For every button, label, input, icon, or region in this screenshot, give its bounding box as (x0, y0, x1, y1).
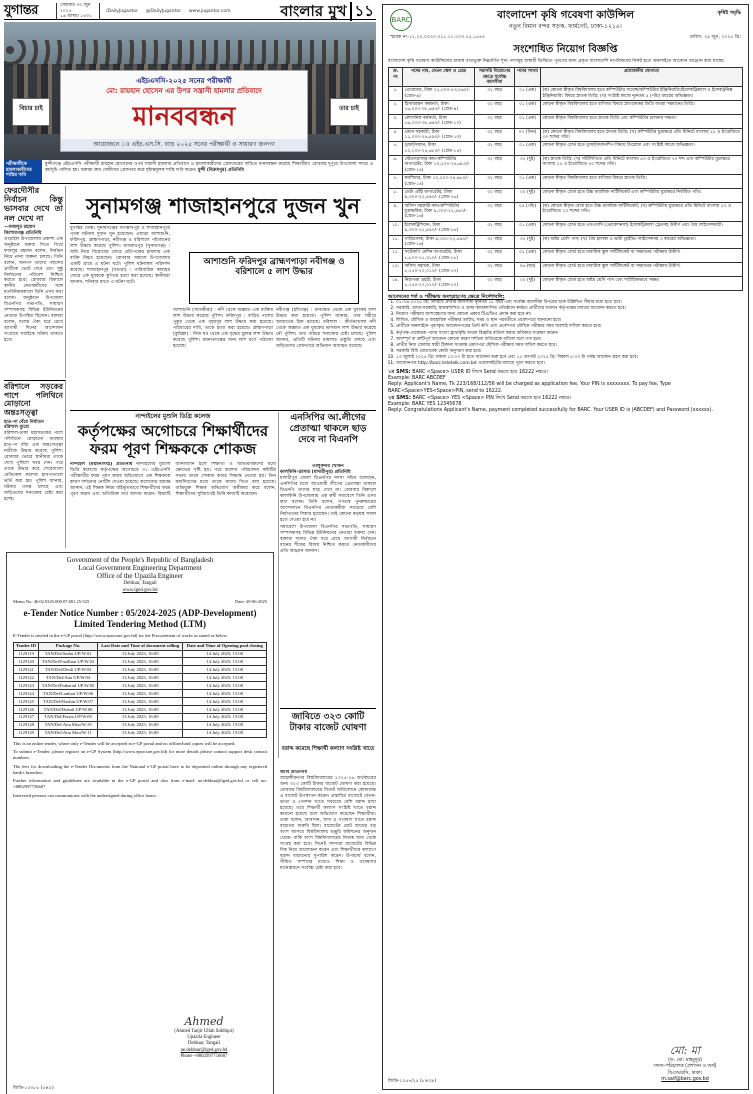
story-murder-col1: যুগান্তর ডেস্ক। সুনামগঞ্জের জগন্নাথপুর ও শাজাহানপুরে পৃথক ঘটনায় দুজন খুন হয়েছেন। এছাড়া আশাশুনি, ফরিদপুর, ব্রাহ্মণপাড়া, নবীগঞ্জ ও বরিশালে পাঁচজনের লাশ উদ্ধার করেছে পুলিশ। জগন্নাথপুর (সুনামগঞ্জ) : জমি নিয়ে বিরোধের জেরে প্রতিপক্ষের হামলায় এক ব্যক্তি নিহত হয়েছেন। রোববার সকালে উপজেলার একটি গ্রামে এ ঘটনা ঘটে। পুলিশ ঘটনাস্থল পরিদর্শন করেছে। শাজাহানপুর (বগুড়া) : পারিবারিক কলহের জেরে এক যুবককে কুপিয়ে হত্যা করা হয়েছে। স্থানীয়রা জানান, শনিবার রাতে এ ঘটনা ঘটে। (70, 226, 170, 285)
table-row: ১. প্রোগ্রামার, টাকা ২২,০০০-৫৩,০৬০/- (গ্রেড-৬) ৩২ বছর ০১ (এক) (ক) কোনো স্বীকৃত বিশ্ববিদ্যালয় হতে কম্পিউটার সায়েন্স/কম্পিউটার ইঞ্জিনিয়ারিং/ইলেকট্রিক্যাল ও ইলেকট্রনিক্স ইঞ্জিনিয়ারিং বিষয়ে স্নাতক ডিগ্রি; (খ) সংশ্লিষ্ট কাজে ন্যূনতম ৫ (পাঁচ) বছরের অভিজ্ঞতা। (389, 87, 743, 101)
recruitment-notice: BARC বাংলাদেশ কৃষি গবেষণা কাউন্সিল নতুন বিমান বন্দর সড়ক, ফার্মগেট, ঢাকা-১২১৫। কৃষিই সমৃদ্ধি স্মারক নং-১২.২০.০০০০.৩১১.১১.০০৩.২৫.১৪৪৫ তারিখ: ২৯ জুন, ২০২৫ খ্রি: সংশোধিত নিয়োগ বিজ্ঞপ্তি বাংলাদেশ কৃষি গবেষণা কাউন্সিলের রাজস্ব খাতভুক্ত নিম্নবর্ণিত শূন্য পদসমূহ অস্থায়ী ভিত্তিতে পূরণের জন্য প্রকৃত বাংলাদেশি নাগরিকদের নিকট হতে অনলাইনে আবেদন আহ্বান করা যাচ্ছে। ক্র. নং পদের নাম, বেতন স্কেল ও গ্রেড সরাসরি নিয়োগের ক্ষেত্রে সর্বোচ্চ বয়সসীমা পদের সংখ্যা প্রয়োজনীয় যোগ্যতা ১. প্রোগ্রামার, টাকা ২২,০০০-৫৩,০৬০/- (গ্রেড-৬) ৩২ বছর ০১ (এক) (ক) কোনো স্বীকৃত বিশ্ববিদ্যালয় হতে কম্পিউটার সায়েন্স/কম্পিউটার ইঞ্জিনিয়ারিং/ইলেকট্রিক্যাল ও ইলেকট্রনিক্স ইঞ্জিনিয়ারিং বিষয়ে স্নাতক ডিগ্রি; (খ) সংশ্লিষ্ট কাজে ন্যূনতম ৫ (পাঁচ) বছরের অভিজ্ঞতা। ২. হিসাবরক্ষণ কর্মকর্তা, টাকা ১৬,০০০-৩৮,৬৪০/- (গ্রেড-৯) ৩২ বছর ০১ (এক) কোনো স্বীকৃত বিশ্ববিদ্যালয় হতে বাণিজ্য বিষয়ে স্নাতকোত্তর ডিগ্রি অথবা সমমানের ডিগ্রি। ৩. প্রশাসনিক কর্মকর্তা, টাকা ১৬,০০০-৩৮,৬৪০/- (গ্রেড-১০) ৩২ বছর ০১ (এক) কোনো স্বীকৃত বিশ্ববিদ্যালয় হতে স্নাতক ডিগ্রি এবং কম্পিউটার চালনায় দক্ষতা। ৪. প্রধান সহকারী, টাকা ১১,০০০-২৬,৫৯০/- (গ্রেড-১৩) ৩২ বছর ০৩ (তিন) (ক) কোনো স্বীকৃত বিশ্ববিদ্যালয় হতে স্নাতক ডিগ্রি; (খ) কম্পিউটার মুদ্রাক্ষরে প্রতি মিনিটে বাংলায় ২৫ ও ইংরেজিতে ৩০ শব্দের গতি। ৫. ড্রাফট্সম্যান, টাকা ১০,২০০-২৪,৬৮০/- (গ্রেড-১৪) ৩২ বছর ০১ (এক) কোনো স্বীকৃত বোর্ড হতে ড্রাফট্সম্যানশিপ বিষয়ে ডিপ্লোমা এবং সংশ্লিষ্ট কাজে অভিজ্ঞতা। ৬. স্টেনোগ্রাফার-কাম-কম্পিউটার অপারেটর, টাকা ১০,২০০-২৪,৬৮০/- (গ্রেড-১৪) ৩২ বছর ০২ (দুই) (ক) স্নাতক ডিগ্রি; (খ) সাঁটলিপিতে প্রতি মিনিটে বাংলায় ৫০ ও ইংরেজিতে ৭০ শব্দ এবং কম্পিউটার মুদ্রাক্ষরে বাংলায় ২৫ ও ইংরেজিতে ৩০ শব্দের গতি। ৭. ক্যাশিয়ার, টাকা ১০,২০০-২৪,৬৮০/- (গ্রেড-১৪) ৩২ বছর ০১ (এক) কোনো স্বীকৃত বিশ্ববিদ্যালয় হতে বাণিজ্য বিষয়ে স্নাতক ডিগ্রি। ৮. ডেটা এন্ট্রি অপারেটর, টাকা ৯,৩০০-২২,৪৯০/- (গ্রেড-১৬) ৩২ বছর ০২ (দুই) কোনো স্বীকৃত বোর্ড হতে উচ্চ মাধ্যমিক সার্টিফিকেট এবং কম্পিউটার মুদ্রাক্ষরে নির্ধারিত গতি। ৯. অফিস সহকারী-কাম-কম্পিউটার মুদ্রাক্ষরিক, টাকা ৯,৩০০-২২,৪৯০/- (গ্রেড-১৬) ৩২ বছর ০৫ (পাঁচ) (ক) কোনো স্বীকৃত বোর্ড হতে উচ্চ মাধ্যমিক সার্টিফিকেট; (খ) কম্পিউটার মুদ্রাক্ষরে প্রতি মিনিটে বাংলায় ২০ ও ইংরেজিতে ২০ শব্দের গতি। ১০. ইলেকট্রিশিয়ান, টাকা ৯,৩০০-২২,৪৯০/- (গ্রেড-১৬) ৩২ বছর ০১ (এক) কোনো স্বীকৃত বোর্ড হতে এসএসসি (ভোকেশনাল) ইলেকট্রিক্যাল ট্রেডসহ উত্তীর্ণ এবং বৈধ লাইসেন্সধারী। ১১. গাড়িচালক, টাকা ৯,৩০০-২২,৪৯০/- (গ্রেড-১৬) ৩২ বছর ০২ (দুই) (ক) অষ্টম শ্রেণি পাস; (খ) বৈধ হালকা ও ভারী ড্রাইভিং লাইসেন্সসহ ৩ বছরের অভিজ্ঞতা। ১২. ফটোকপি মেশিন অপারেটর, টাকা ৮,৮০০-২১,৩১০/- (গ্রেড-১৮) ৩২ বছর ০১ (এক) কোনো স্বীকৃত বোর্ড হতে মাধ্যমিক স্কুল সার্টিফিকেট বা সমমানের পরীক্ষায় উত্তীর্ণ। ১৩. অফিস সহায়ক, টাকা ৮,২৫০-২০,০১০/- (গ্রেড-২০) ৩২ বছর ০৬ (ছয়) কোনো স্বীকৃত বোর্ড হতে মাধ্যমিক স্কুল সার্টিফিকেট বা সমমানের পরীক্ষায় উত্তীর্ণ। ১৪. নিরাপত্তা প্রহরী, টাকা ৮,২৫০-২০,০১০/- (গ্রেড-২০) ৩২ বছর ০২ (দুই) কোনো স্বীকৃত বোর্ড হতে অষ্টম শ্রেণি পাস এবং শারীরিকভাবে সক্ষম। আবেদনের শর্ত ও পরীক্ষায় অংশগ্রহণের ক্ষেত্রে নির্দেশাবলি: 1. ০১-০৬-২০২৫ খ্রি: তারিখে প্রার্থীর বয়সসীমা ন্যূনতম ১৮ বছর এবং সর্বোচ্চ বয়সসীমা উপরের ছকে উল্লিখিত সীমার মধ্যে হতে হবে। 2. সরকারি, আধা-সরকারি, স্বায়ত্তশাসিত ও আধা-স্বায়ত্তশাসিত প্রতিষ্ঠানে কর্মরত প্রার্থীদের যথাযথ কর্তৃপক্ষের মাধ্যমে আবেদন করতে হবে। 3. নিয়োগ পরীক্ষায় অংশগ্রহণের জন্য কোনো প্রকার টিএ/ডিএ প্রদান করা হবে না। 4. লিখিত, মৌখিক ও ব্যবহারিক পরীক্ষার তারিখ, সময় ও স্থান পরবর্তীতে প্রবেশপত্রে জানানো হবে। 5. প্রার্থীকে অনলাইনে পূরণকৃত আবেদনপত্রের প্রিন্ট কপি এবং প্রবেশপত্র মৌখিক পরীক্ষার সময় অবশ্যই দাখিল করতে হবে। 6. কর্তৃপক্ষ যেকোনো পদের সংখ্যা হ্রাস/বৃদ্ধি অথবা বিজ্ঞপ্তি বাতিল করার অধিকার সংরক্ষণ করেন। 7. অসম্পূর্ণ বা ত্রুটিপূর্ণ আবেদন কোনো কারণ দর্শানো ব্যতিরেকে বাতিল বলে গণ্য হবে। 8. প্রার্থীর নিজ জেলার স্থায়ী ঠিকানা সংক্রান্ত প্রমাণপত্র মৌখিক পরীক্ষার সময় দাখিল করতে হবে। 9. সরকারি বিধি মোতাবেক কোটা অনুসরণ করা হবে। 10. ১৩ জুলাই ২০২৫ খ্রি: সকাল ১০:০০ টা হতে আবেদন শুরু হবে এবং ১২ আগস্ট ২০২৫ খ্রি: বিকাল ৫:০০ টা পর্যন্ত আবেদন গ্রহণ করা হবে। 11. আবেদনপত্র http://barc.teletalk.com.bd ওয়েবসাইটের মাধ্যমে পূরণ করতে হবে। ১ম SMS: BARC <Space> USER ID লিখে Send করতে হবে 16222 নম্বরে। Example: BARC ABCDEF Reply: Applicant's Name, Tk 223/168/112/56 will be charged as application fee, Your PIN is xxxxxxxx. To pay fee, Type BARC<Space>YES<Space>PIN, send to 16222. ২য় SMS: BARC <Space> YES <Space> PIN লিখে Send করতে হবে 16222 নম্বরে। Example: BARC YES 12345678 Reply: Congratulations Applicant's Name, payment completed successfully for BARC. Your USER ID is (ABCDEF) and Password (xxxxxx). মো: মা (ড. মো: মাহমুদুর) সদস্য-পরিচালক (প্রশাসন ও অর্থ) বিএআরসি, ঢাকা। m.saif@barc.gov.bd জিডি-১২৫৭/২৫ (৮×৩৪) (382, 4, 749, 1090)
table-row: 1129127 TAN/Del/Fiasin UP/W.09 13 July 2025; 16:00 14 July 2025; 15:00 (14, 713, 267, 721)
memo-date: Date: 29-06-2025 (235, 598, 267, 604)
table-row: 1129128 TAN/Del/Atia Mou/W.10 13 July 2025; 16:00 14 July 2025; 15:00 (14, 721, 267, 729)
twitter-link[interactable]: @DailyJugantor (145, 8, 181, 14)
story-murder-col3: নবীগঞ্জ (হবিগঞ্জ) : ধানক্ষেত থেকে এক যুবকের লাশ উদ্ধার করা হয়েছে। পুলিশ জানায়, তার শরীরে আঘাতের চিহ্ন রয়েছে। বরিশাল : কীর্তনখোলা নদী থেকে অজ্ঞাত এক যুবকের ভাসমান লাশ উদ্ধার করেছে নৌ পুলিশ। তার পরিচয় শনাক্তের চেষ্টা চলছে। পুলিশ জানায়, প্রতিটি ঘটনায় মামলার প্রস্তুতি চলছে এবং জড়িতদের গ্রেফতারে অভিযান অব্যাহত রয়েছে। (276, 308, 376, 349)
table-row: 1129119 TAN/Del/Sadar UP/W.01 13 July 2025; 16:00 14 July 2025; 15:00 (14, 650, 267, 658)
memo-date: তারিখ: ২৯ জুন, ২০২৫ খ্রি: (689, 35, 741, 40)
list-item: 1. ০১-০৬-২০২৫ খ্রি: তারিখে প্রার্থীর বয়সসীমা ন্যূনতম ১৮ বছর এবং সর্বোচ্চ বয়সসীমা উপরের ছকে উল্লিখিত সীমার মধ্যে হতে হবে। (396, 300, 743, 306)
issue-date: সোমবার ৩০ জুন ২০২৫ ১৬ আষাঢ় ১৪৩২ (56, 3, 100, 19)
signer-email-link[interactable]: m.saif@barc.gov.bd (661, 1076, 709, 1082)
newspaper-logo: যুগান্তর (4, 3, 38, 19)
story-headline-budget: জাবিতে ৩২৩ কোটি টাকার বাজেট ঘোষণা (280, 708, 376, 734)
table-row: ৭. ক্যাশিয়ার, টাকা ১০,২০০-২৪,৬৮০/- (গ্রেড-১৪) ৩২ বছর ০১ (এক) কোনো স্বীকৃত বিশ্ববিদ্যালয় হতে বাণিজ্য বিষয়ে স্নাতক ডিগ্রি। (389, 175, 743, 189)
story-budget-body: জাবি প্রতিনিধি জাহাঙ্গীরনগর বিশ্ববিদ্যালয়ের ২০২৫-২৬ অর্থবছরের জন্য ৩২৩ কোটি টাকার বাজেট ঘোষণা করা হয়েছে। রোববার বিশ্ববিদ্যালয়ের সিনেট অধিবেশনে কোষাধ্যক্ষ এ বাজেট উপস্থাপন করেন। প্রস্তাবিত বাজেটে বেতন-ভাতা ও পেনশন খাতে সবচেয়ে বেশি বরাদ্দ রাখা হয়েছে। তবে শিক্ষার্থী কল্যাণ সংশ্লিষ্ট খাতে বরাদ্দ কমানো হয়েছে বলে অভিযোগ করেছেন শিক্ষার্থীরা। তারা বলেন, আবাসন, খাদ্য ও গবেষণা খাতে বরাদ্দ বাড়ানো জরুরি ছিল। বাজেটের মোট আয়ের বড় অংশ আসবে বিশ্ববিদ্যালয় মঞ্জুরি কমিশনের অনুদান থেকে। বাকি অংশ বিশ্ববিদ্যালয়ের নিজস্ব আয় থেকে সংগ্রহ করা হবে। সিনেট সদস্যরা বাজেটের বিভিন্ন দিক নিয়ে আলোচনা করেন এবং শিক্ষার্থীদের কল্যাণে বরাদ্দ বাড়ানোর সুপারিশ করেন। উপাচার্য বলেন, সীমিত সম্পদের মধ্যেও শিক্ষা ও গবেষণার মানোন্নয়নে সর্বোচ্চ চেষ্টা করা হবে। (280, 770, 376, 871)
list-item: 11. আবেদনপত্র http://barc.teletalk.com.bd ওয়েবসাইটের মাধ্যমে পূরণ করতে হবে। (396, 361, 743, 367)
story-kicker: নান্দাইলের মুশুলি ডিগ্রি কলেজ (135, 413, 211, 420)
banner-main-text: মানববন্ধন (132, 102, 236, 132)
tender-table: Tender ID Package No. Last Date and Time of document selling Date and Time of Opening pool closing 1129119 TAN/Del/Sadar UP/W.01 13 July 2025; 16:00 14 July 2025; 15:00 1129120 TAN/Del/Fazilhati UP/W.02 13 July 2025; 16:00 14 July 2025; 15:00 1129121 TAN/Del/Deuli UP/W.03 13 July 2025; 16:00 14 July 2025; 15:00 1129122 TAN/Del/Atia UP/W.04 13 July 2025; 16:00 14 July 2025; 15:00 1129123 TAN/Del/Patharail UP/W.05 13 July 2025; 16:00 14 July 2025; 15:00 1129124 TAN/Del/Lauhati UP/W.06 13 July 2025; 16:00 14 July 2025; 15:00 1129125 TAN/Del/Elashin UP/W.07 13 July 2025; 16:00 14 July 2025; 15:00 1129126 TAN/Del/Dubail UP/W.08 13 July 2025; 16:00 14 July 2025; 15:00 1129127 TAN/Del/Fiasin UP/W.09 13 July 2025; 16:00 14 July 2025; 15:00 1129128 TAN/Del/Atia Mou/W.10 13 July 2025; 16:00 14 July 2025; 15:00 1129129 TAN/Del/Atia Mou/W.11 13 July 2025; 16:00 14 July 2025; 15:00 (13, 642, 267, 738)
signature: মো: মা (669, 1044, 701, 1058)
list-item: 10. ১৩ জুলাই ২০২৫ খ্রি: সকাল ১০:০০ টা হতে আবেদন শুরু হবে এবং ১২ আগস্ট ২০২৫ খ্রি: বিকাল ৫:০০ টা পর্যন্ত আবেদন গ্রহণ করা হবে। (396, 355, 743, 361)
story-barishal: বরিশালে সড়কের পাশে পলিথিনে মোড়ানো অন্তঃসত্ত্বা হাত-পা বেঁধে নির্যাতন বরিশাল ব্যুরো বরিশাল-ঢাকা মহাসড়কের পাশে পলিথিনে মোড়ানো অবস্থায় হাত-পা বাঁধা এক অন্তঃসত্ত্বা নারীকে উদ্ধার করেছে পুলিশ। রোববার ভোরে স্থানীয়রা তাকে দেখে পুলিশে খবর দেন। পরে তাকে উদ্ধার করে শেরেবাংলা মেডিকেল কলেজ হাসপাতালে ভর্তি করা হয়। পুলিশ জানায়, ঘটনার তদন্ত চলছে এবং জড়িতদের শনাক্তের চেষ্টা করা হচ্ছে। (4, 380, 66, 548)
conditions-list (388, 300, 743, 367)
table-row: ৫. ড্রাফট্সম্যান, টাকা ১০,২০০-২৪,৬৮০/- (গ্রেড-১৪) ৩২ বছর ০১ (এক) কোনো স্বীকৃত বোর্ড হতে ড্রাফট্সম্যানশিপ বিষয়ে ডিপ্লোমা এবং সংশ্লিষ্ট কাজে অভিজ্ঞতা। (389, 142, 743, 156)
table-row: ১৩. অফিস সহায়ক, টাকা ৮,২৫০-২০,০১০/- (গ্রেড-২০) ৩২ বছর ০৬ (ছয়) কোনো স্বীকৃত বোর্ড হতে মাধ্যমিক স্কুল সার্টিফিকেট বা সমমানের পরীক্ষায় উত্তীর্ণ। (389, 263, 743, 277)
ad-code: জিডি-১৫০৮৫ (৫×৫) (13, 1086, 54, 1092)
list-item: 5. প্রার্থীকে অনলাইনে পূরণকৃত আবেদনপত্রের প্রিন্ট কপি এবং প্রবেশপত্র মৌখিক পরীক্ষার সময় অবশ্যই দাখিল করতে হবে। (396, 324, 743, 330)
tender-notice: Government of the People's Republic of Bangladesh Local Government Engineering Department Office of the Upazila Engineer Delduar, Tangail www.lged.gov.bd Memo No: 46.02.9325.000.07.001.25-525 Date: 29-06-2025 e-Tender Notice Number : 05/2024-2025 (ADP-Development) Limited Tendering Method (LTM) E-Tender is invited in the e-GP portal (http://www.eprocure.gov.bd) for the Procurement of works as stated as below: Tender ID Package No. Last Date and Time of document selling Date and Time of Opening pool closing 1129119 TAN/Del/Sadar UP/W.01 13 July 2025; 16:00 14 July 2025; 15:00 1129120 TAN/Del/Fazilhati UP/W.02 13 July 2025; 16:00 14 July 2025; 15:00 1129121 TAN/Del/Deuli UP/W.03 13 July 2025; 16:00 14 July 2025; 15:00 1129122 TAN/Del/Atia UP/W.04 13 July 2025; 16:00 14 July 2025; 15:00 1129123 TAN/Del/Patharail UP/W.05 13 July 2025; 16:00 14 July 2025; 15:00 1129124 TAN/Del/Lauhati UP/W.06 13 July 2025; 16:00 14 July 2025; 15:00 1129125 TAN/Del/Elashin UP/W.07 13 July 2025; 16:00 14 July 2025; 15:00 1129126 TAN/Del/Dubail UP/W.08 13 July 2025; 16:00 14 July 2025; 15:00 1129127 TAN/Del/Fiasin UP/W.09 13 July 2025; 16:00 14 July 2025; 15:00 1129128 TAN/Del/Atia Mou/W.10 13 July 2025; 16:00 14 July 2025; 15:00 1129129 TAN/Del/Atia Mou/W.11 13 July 2025; 16:00 14 July 2025; 15:00 This is an online tender, where only e-Tender will be accepted in e-GP portal and no offline/hard copies will be accepted. To submit e-Tender, please register on e-GP System (http://www.eprocure.gov.bd) for more details please contact support desk contact numbers. The fees for downloading the e-Tender Documents from the National e-GP portal have to be deposited online through any registered bank's branches. Further information and guidelines are available in the e-GP portal and also from e-mail: ue.delduar@lged.gov.bd or cell no: +8802997756607 Interested persons can communicate with the undersigned during office hours. Ahmed (Ahmed Tanjir Ullah Siddiqui) Upazila Engineer Delduar, Tangail ue.delduar@lged.gov.bd Phone +8802997756607 জিডি-১৫০৮৫ (৫×৫) (6, 552, 274, 1094)
notice-title: সংশোধিত নিয়োগ বিজ্ঞপ্তি (513, 44, 618, 55)
tender-website-link[interactable]: www.lged.gov.bd (122, 588, 158, 594)
list-item: 9. সরকারি বিধি মোতাবেক কোটা অনুসরণ করা হবে। (396, 349, 743, 355)
table-row: ৪. প্রধান সহকারী, টাকা ১১,০০০-২৬,৫৯০/- (গ্রেড-১৩) ৩২ বছর ০৩ (তিন) (ক) কোনো স্বীকৃত বিশ্ববিদ্যালয় হতে স্নাতক ডিগ্রি; (খ) কম্পিউটার মুদ্রাক্ষরে প্রতি মিনিটে বাংলায় ২৫ ও ইংরেজিতে ৩০ শব্দের গতি। (389, 128, 743, 142)
social-links (100, 9, 280, 15)
story-kicker-budget: বরাদ্দ কমেছে শিক্ষার্থী কল্যাণ সংশ্লিষ্ট খাতে (281, 746, 375, 752)
table-row: ৩. প্রশাসনিক কর্মকর্তা, টাকা ১৬,০০০-৩৮,৬৪০/- (গ্রেড-১০) ৩২ বছর ০১ (এক) কোনো স্বীকৃত বিশ্ববিদ্যালয় হতে স্নাতক ডিগ্রি এবং কম্পিউটার চালনায় দক্ষতা। (389, 114, 743, 128)
table-row: 1129126 TAN/Del/Dubail UP/W.08 13 July 2025; 16:00 14 July 2025; 15:00 (14, 705, 267, 713)
table-row: 1129123 TAN/Del/Patharail UP/W.05 13 July 2025; 16:00 14 July 2025; 15:00 (14, 682, 267, 690)
ad-code: জিডি-১২৫৭/২৫ (৮×৩৪) (388, 1079, 437, 1085)
story-headline-murder: সুনামগঞ্জ শাজাহানপুরে দুজন খুন (70, 188, 376, 224)
list-item: 3. নিয়োগ পরীক্ষায় অংশগ্রহণের জন্য কোনো প্রকার টিএ/ডিএ প্রদান করা হবে না। (396, 312, 743, 318)
table-row: ৮. ডেটা এন্ট্রি অপারেটর, টাকা ৯,৩০০-২২,৪৯০/- (গ্রেড-১৬) ৩২ বছর ০২ (দুই) কোনো স্বীকৃত বোর্ড হতে উচ্চ মাধ্যমিক সার্টিফিকেট এবং কম্পিউটার মুদ্রাক্ষরে নির্ধারিত গতি। (389, 188, 743, 202)
story-nandail-body: নান্দাইল (ময়মনসিংহ) প্রতিনিধি নান্দাইলের মুশুলি ডিগ্রি কলেজে কর্তৃপক্ষের অগোচরে ৩১ এইচএসসি পরীক্ষার্থীর ফরম পূরণ করার অভিযোগে এক শিক্ষককে কারণ দর্শানোর নোটিশ দেওয়া হয়েছে। কলেজের অধ্যক্ষ জানান, ওই শিক্ষক নিয়ম বহির্ভূতভাবে শিক্ষার্থীদের ফরম পূরণ করান এবং অতিরিক্ত অর্থ আদায় করেন। বিষয়টি জানাজানি হলে শিক্ষার্থী ও অভিভাবকদের মধ্যে ক্ষোভের সৃষ্টি হয়। পরে কলেজ পরিচালনা কমিটির সভায় তাকে শোকজ করার সিদ্ধান্ত নেওয়া হয়। তিন কার্যদিবসের মধ্যে তাকে জবাব দিতে বলা হয়েছে। অভিযুক্ত শিক্ষক অভিযোগ অস্বীকার করে বলেন, শিক্ষার্থীদের সুবিধার্থেই তিনি কাজটি করেছেন। (70, 462, 276, 497)
list-item: 6. কর্তৃপক্ষ যেকোনো পদের সংখ্যা হ্রাস/বৃদ্ধি অথবা বিজ্ঞপ্তি বাতিল করার অধিকার সংরক্ষণ করেন। (396, 331, 743, 337)
story-election: ফেরদৌসীর নির্বাচন কিন্তু ভাসবার দেখে তা নল দেখে না —ফজলুর রহমান কিশোরগঞ্জ প্রতিনিধি তাড়াইল উপজেলায় প্রকাশ্য এক অনুষ্ঠানে বক্তব্য দিতে গিয়ে ফজলুর রহমান বলেন, নির্বাচন নিয়ে নানা জল্পনা চলছে। তিনি বলেন, জনগণ তাদের পছন্দের প্রার্থীকে ভোট দেবে এবং সুষ্ঠু নির্বাচনের পরিবেশ নিশ্চিত করতে হবে। রোববার বিকালে স্থানীয় নেতাকর্মীদের সঙ্গে মতবিনিময়কালে তিনি এসব কথা বলেন। অনুষ্ঠানে উপজেলা বিএনপির সভাপতি, সাধারণ সম্পাদকসহ বিভিন্ন ইউনিয়নের নেতারা উপস্থিত ছিলেন। বক্তারা বলেন, দলের ঐক্য ধরে রেখে আগামী দিনের আন্দোলন সংগ্রামে সবাইকে সক্রিয় থাকতে হবে। (4, 186, 66, 378)
conditions-title: আবেদনের শর্ত ও পরীক্ষায় অংশগ্রহণের ক্ষেত্রে নির্দেশাবলি: (388, 293, 505, 300)
table-row: ১০. ইলেকট্রিশিয়ান, টাকা ৯,৩০০-২২,৪৯০/- (গ্রেড-১৬) ৩২ বছর ০১ (এক) কোনো স্বীকৃত বোর্ড হতে এসএসসি (ভোকেশনাল) ইলেকট্রিক্যাল ট্রেডসহ উত্তীর্ণ এবং বৈধ লাইসেন্সধারী। (389, 221, 743, 235)
signature: Ahmed (184, 1015, 224, 1028)
story-ncp-body: তালুকদার খোকন কালকিনি-ডাসার (মাদারীপুর) প্রতিনিধি মাদারীপুর জেলা বিএনপির সদস্য সচিব বলেছেন, এনসিপির মধ্যে আওয়ামী লীগের প্রেতাত্মা থাকলে বিএনপি তাদের ছাড় দেবে না। রোববার বিকালে কালকিনি উপজেলায় এক কর্মী সমাবেশে তিনি এসব কথা বলেন। তিনি বলেন, গণতন্ত্র পুনরুদ্ধারের আন্দোলনে বিএনপির নেতাকর্মীরা সবচেয়ে বেশি নির্যাতনের শিকার হয়েছেন। তাই কোনো ষড়যন্ত্র সফল হতে দেওয়া হবে না। সমাবেশে উপজেলা বিএনপির সভাপতি, সাধারণ সম্পাদকসহ বিভিন্ন ইউনিয়নের নেতারা বক্তব্য দেন। বক্তারা দলের ঐক্য ধরে রেখে আগামী নির্বাচনে ধানের শীষের বিজয় নিশ্চিত করতে নেতাকর্মীদের প্রতি আহ্বান জানান। (280, 464, 376, 554)
table-row: ১২. ফটোকপি মেশিন অপারেটর, টাকা ৮,৮০০-২১,৩১০/- (গ্রেড-১৮) ৩২ বছর ০১ (এক) কোনো স্বীকৃত বোর্ড হতে মাধ্যমিক স্কুল সার্টিফিকেট বা সমমানের পরীক্ষায় উত্তীর্ণ। (389, 249, 743, 263)
website-link[interactable]: www.jugantor.com (188, 8, 231, 14)
list-item: 8. প্রার্থীর নিজ জেলার স্থায়ী ঠিকানা সংক্রান্ত প্রমাণপত্র মৌখিক পরীক্ষার সময় দাখিল করতে হবে। (396, 343, 743, 349)
tender-title: e-Tender Notice Number : 05/2024-2025 (ADP-Development) Limited Tendering Method (LTM) (23, 608, 257, 630)
protest-banner: এইচএসসি-২০২৫ সনের পরীক্ষার্থী মো: রায়হান হোসেন এর উপর সন্ত্রাসী হামলার প্রতিবাদে মানববন্ধন আয়োজনে ঃ এইচ.এস.সি. ব্যাচ ২০২৫ সনের পরীক্ষার্থী ও সাধারণ জনগণ (60, 70, 308, 152)
barc-seal-icon: BARC (390, 9, 412, 31)
signer-email-link[interactable]: ue.delduar@lged.gov.bd (180, 1047, 228, 1053)
facebook-link[interactable]: /DailyJugantor (106, 8, 138, 14)
table-row: ১১. গাড়িচালক, টাকা ৯,৩০০-২২,৪৯০/- (গ্রেড-১৬) ৩২ বছর ০২ (দুই) (ক) অষ্টম শ্রেণি পাস; (খ) বৈধ হালকা ও ভারী ড্রাইভিং লাইসেন্সসহ ৩ বছরের অভিজ্ঞতা। (389, 235, 743, 249)
list-item: 2. সরকারি, আধা-সরকারি, স্বায়ত্তশাসিত ও আধা-স্বায়ত্তশাসিত প্রতিষ্ঠানে কর্মরত প্রার্থীদের যথাযথ কর্তৃপক্ষের মাধ্যমে আবেদন করতে হবে। (396, 306, 743, 312)
table-row: 1129120 TAN/Del/Fazilhati UP/W.02 13 July 2025; 16:00 14 July 2025; 15:00 (14, 658, 267, 666)
caption-label: পরীক্ষার্থীকে হামলাকারীদের শাস্তির দাবি (4, 160, 42, 183)
memo-number: স্মারক নং-১২.২০.০০০০.৩১১.১১.০০৩.২৫.১৪৪৫ (390, 35, 485, 40)
barc-signature-block: মো: মা (ড. মো: মাহমুদুর) সদস্য-পরিচালক (প্রশাসন ও অর্থ) বিএআরসি, ঢাকা। m.saif@barc.gov.bd (630, 1044, 740, 1083)
memo-number: Memo No: 46.02.9325.000.07.001.25-525 (13, 598, 90, 604)
organization-name: বাংলাদেশ কৃষি গবেষণা কাউন্সিল (496, 9, 635, 21)
table-row: 1129121 TAN/Del/Deuli UP/W.03 13 July 2025; 16:00 14 July 2025; 15:00 (14, 666, 267, 674)
table-row: 1129125 TAN/Del/Elashin UP/W.07 13 July 2025; 16:00 14 July 2025; 15:00 (14, 698, 267, 706)
placard-right: তার চাই (330, 98, 368, 126)
section-title: বাংলার মুখ ১১ (280, 2, 374, 21)
lead-photo (4, 22, 376, 160)
story-headline: বরিশালে সড়কের পাশে পলিথিনে মোড়ানো অন্তঃসত্ত্বা (4, 382, 63, 417)
organization-address: নতুন বিমান বন্দর সড়ক, ফার্মগেট, ঢাকা-১২১৫। (509, 23, 622, 30)
table-row: 1129129 TAN/Del/Atia Mou/W.11 13 July 2025; 16:00 14 July 2025; 15:00 (14, 729, 267, 737)
sms-instructions: ১ম SMS: BARC <Space> USER ID লিখে Send করতে হবে 16222 নম্বরে। Example: BARC ABCDEF Reply: Applicant's Name, Tk 223/168/112/56 will be charged as application fee, Your PIN is xxxxxxxx. To pay fee, Type BARC<Space>YES<Space>PIN, send to 16222. ২য় SMS: BARC <Space> YES <Space> PIN লিখে Send করতে হবে 16222 নম্বরে। Example: BARC YES 12345678 Reply: Congratulations Applicant's Name, payment completed successfully for BARC. Your USER ID is (ABCDEF) and Password (xxxxxx). (388, 368, 713, 414)
table-row: ১৪. নিরাপত্তা প্রহরী, টাকা ৮,২৫০-২০,০১০/- (গ্রেড-২০) ৩২ বছর ০২ (দুই) কোনো স্বীকৃত বোর্ড হতে অষ্টম শ্রেণি পাস এবং শারীরিকভাবে সক্ষম। (389, 276, 743, 290)
placard-left: বিচার চাই (12, 98, 50, 126)
story-murder-col2: আশাশুনি (সাতক্ষীরা) : নদী থেকে অজ্ঞাত এক ব্যক্তির লাশ উদ্ধার করেছে পুলিশ। ফরিদপুর : বাড়ির পাশের পুকুর থেকে এক গৃহবধূর লাশ উদ্ধার করা হয়েছে। পরিবারের দাবি, তাকে হত্যা করা হয়েছে। ব্রাহ্মণপাড়া (কুমিল্লা) : নিজ ঘর থেকে এক বৃদ্ধের ঝুলন্ত লাশ উদ্ধার করেছে পুলিশ। ময়নাতদন্তের জন্য লাশ মর্গে পাঠানো হয়েছে। (173, 308, 273, 349)
story-headline: ফেরদৌসীর নির্বাচন কিন্তু ভাসবার দেখে তা নল দেখে না (4, 186, 63, 223)
masthead (4, 4, 376, 20)
table-row: 1129124 TAN/Del/Lauhati UP/W.06 13 July 2025; 16:00 14 July 2025; 15:00 (14, 690, 267, 698)
story-headline-ncp: এনসিপির আ.লীগের প্রেতাত্মা থাকলে ছাড় দেবে না বিএনপি (289, 413, 367, 445)
table-row: 1129122 TAN/Del/Atia UP/W.04 13 July 2025; 16:00 14 July 2025; 15:00 (14, 674, 267, 682)
table-row: ৬. স্টেনোগ্রাফার-কাম-কম্পিউটার অপারেটর, টাকা ১০,২০০-২৪,৬৮০/- (গ্রেড-১৪) ৩২ বছর ০২ (দুই) (ক) স্নাতক ডিগ্রি; (খ) সাঁটলিপিতে প্রতি মিনিটে বাংলায় ৫০ ও ইংরেজিতে ৭০ শব্দ এবং কম্পিউটার মুদ্রাক্ষরে বাংলায় ২৫ ও ইংরেজিতে ৩০ শব্দের গতি। (389, 156, 743, 175)
list-item: 4. লিখিত, মৌখিক ও ব্যবহারিক পরীক্ষার তারিখ, সময় ও স্থান পরবর্তীতে প্রবেশপত্রে জানানো হবে। (396, 318, 743, 324)
tender-signature-block: Ahmed (Ahmed Tanjir Ullah Siddiqui) Upazila Engineer Delduar, Tangail ue.delduar@lged.gov.bd Phone +8802997756607 (145, 1015, 263, 1060)
page-number: ১১ (350, 2, 374, 21)
vacancy-table: ক্র. নং পদের নাম, বেতন স্কেল ও গ্রেড সরাসরি নিয়োগের ক্ষেত্রে সর্বোচ্চ বয়সসীমা পদের সংখ্যা প্রয়োজনীয় যোগ্যতা ১. প্রোগ্রামার, টাকা ২২,০০০-৫৩,০৬০/- (গ্রেড-৬) ৩২ বছর ০১ (এক) (ক) কোনো স্বীকৃত বিশ্ববিদ্যালয় হতে কম্পিউটার সায়েন্স/কম্পিউটার ইঞ্জিনিয়ারিং/ইলেকট্রিক্যাল ও ইলেকট্রনিক্স ইঞ্জিনিয়ারিং বিষয়ে স্নাতক ডিগ্রি; (খ) সংশ্লিষ্ট কাজে ন্যূনতম ৫ (পাঁচ) বছরের অভিজ্ঞতা। ২. হিসাবরক্ষণ কর্মকর্তা, টাকা ১৬,০০০-৩৮,৬৪০/- (গ্রেড-৯) ৩২ বছর ০১ (এক) কোনো স্বীকৃত বিশ্ববিদ্যালয় হতে বাণিজ্য বিষয়ে স্নাতকোত্তর ডিগ্রি অথবা সমমানের ডিগ্রি। ৩. প্রশাসনিক কর্মকর্তা, টাকা ১৬,০০০-৩৮,৬৪০/- (গ্রেড-১০) ৩২ বছর ০১ (এক) কোনো স্বীকৃত বিশ্ববিদ্যালয় হতে স্নাতক ডিগ্রি এবং কম্পিউটার চালনায় দক্ষতা। ৪. প্রধান সহকারী, টাকা ১১,০০০-২৬,৫৯০/- (গ্রেড-১৩) ৩২ বছর ০৩ (তিন) (ক) কোনো স্বীকৃত বিশ্ববিদ্যালয় হতে স্নাতক ডিগ্রি; (খ) কম্পিউটার মুদ্রাক্ষরে প্রতি মিনিটে বাংলায় ২৫ ও ইংরেজিতে ৩০ শব্দের গতি। ৫. ড্রাফট্সম্যান, টাকা ১০,২০০-২৪,৬৮০/- (গ্রেড-১৪) ৩২ বছর ০১ (এক) কোনো স্বীকৃত বোর্ড হতে ড্রাফট্সম্যানশিপ বিষয়ে ডিপ্লোমা এবং সংশ্লিষ্ট কাজে অভিজ্ঞতা। ৬. স্টেনোগ্রাফার-কাম-কম্পিউটার অপারেটর, টাকা ১০,২০০-২৪,৬৮০/- (গ্রেড-১৪) ৩২ বছর ০২ (দুই) (ক) স্নাতক ডিগ্রি; (খ) সাঁটলিপিতে প্রতি মিনিটে বাংলায় ৫০ ও ইংরেজিতে ৭০ শব্দ এবং কম্পিউটার মুদ্রাক্ষরে বাংলায় ২৫ ও ইংরেজিতে ৩০ শব্দের গতি। ৭. ক্যাশিয়ার, টাকা ১০,২০০-২৪,৬৮০/- (গ্রেড-১৪) ৩২ বছর ০১ (এক) কোনো স্বীকৃত বিশ্ববিদ্যালয় হতে বাণিজ্য বিষয়ে স্নাতক ডিগ্রি। ৮. ডেটা এন্ট্রি অপারেটর, টাকা ৯,৩০০-২২,৪৯০/- (গ্রেড-১৬) ৩২ বছর ০২ (দুই) কোনো স্বীকৃত বোর্ড হতে উচ্চ মাধ্যমিক সার্টিফিকেট এবং কম্পিউটার মুদ্রাক্ষরে নির্ধারিত গতি। ৯. অফিস সহকারী-কাম-কম্পিউটার মুদ্রাক্ষরিক, টাকা ৯,৩০০-২২,৪৯০/- (গ্রেড-১৬) ৩২ বছর ০৫ (পাঁচ) (ক) কোনো স্বীকৃত বোর্ড হতে উচ্চ মাধ্যমিক সার্টিফিকেট; (খ) কম্পিউটার মুদ্রাক্ষরে প্রতি মিনিটে বাংলায় ২০ ও ইংরেজিতে ২০ শব্দের গতি। ১০. ইলেকট্রিশিয়ান, টাকা ৯,৩০০-২২,৪৯০/- (গ্রেড-১৬) ৩২ বছর ০১ (এক) কোনো স্বীকৃত বোর্ড হতে এসএসসি (ভোকেশনাল) ইলেকট্রিক্যাল ট্রেডসহ উত্তীর্ণ এবং বৈধ লাইসেন্সধারী। ১১. গাড়িচালক, টাকা ৯,৩০০-২২,৪৯০/- (গ্রেড-১৬) ৩২ বছর ০২ (দুই) (ক) অষ্টম শ্রেণি পাস; (খ) বৈধ হালকা ও ভারী ড্রাইভিং লাইসেন্সসহ ৩ বছরের অভিজ্ঞতা। ১২. ফটোকপি মেশিন অপারেটর, টাকা ৮,৮০০-২১,৩১০/- (গ্রেড-১৮) ৩২ বছর ০১ (এক) কোনো স্বীকৃত বোর্ড হতে মাধ্যমিক স্কুল সার্টিফিকেট বা সমমানের পরীক্ষায় উত্তীর্ণ। ১৩. অফিস সহায়ক, টাকা ৮,২৫০-২০,০১০/- (গ্রেড-২০) ৩২ বছর ০৬ (ছয়) কোনো স্বীকৃত বোর্ড হতে মাধ্যমিক স্কুল সার্টিফিকেট বা সমমানের পরীক্ষায় উত্তীর্ণ। ১৪. নিরাপত্তা প্রহরী, টাকা ৮,২৫০-২০,০১০/- (গ্রেড-২০) ৩২ বছর ০২ (দুই) কোনো স্বীকৃত বোর্ড হতে অষ্টম শ্রেণি পাস এবং শারীরিকভাবে সক্ষম। (388, 67, 743, 290)
photo-caption: পরীক্ষার্থীকে হামলাকারীদের শাস্তির দাবি মুন্সীগঞ্জে এইচএসসি পরীক্ষার্থী রায়হান হোসেনের ওপর সন্ত্রাসী হামলার প্রতিবাদে ও হামলাকারীদের গ্রেফতারের দাবিতে মানববন্ধন করেছে শিক্ষার্থীরা। রোববার দুপুরে উপজেলা সদরে এ কর্মসূচি পালিত হয়। বক্তারা দ্রুত দোষীদের গ্রেফতার করে দৃষ্টান্তমূলক শাস্তি দাবি করেন। মুন্সী (বিক্রমপুর) প্রতিনিধি (4, 160, 376, 184)
tagline: কৃষিই সমৃদ্ধি (717, 10, 741, 16)
boxed-subheadline: আশাশুনি ফরিদপুর ব্রাহ্মণপাড়া নবীগঞ্জ ও বরিশালে ৫ লাশ উদ্ধার (189, 252, 359, 304)
table-row: ২. হিসাবরক্ষণ কর্মকর্তা, টাকা ১৬,০০০-৩৮,৬৪০/- (গ্রেড-৯) ৩২ বছর ০১ (এক) কোনো স্বীকৃত বিশ্ববিদ্যালয় হতে বাণিজ্য বিষয়ে স্নাতকোত্তর ডিগ্রি অথবা সমমানের ডিগ্রি। (389, 101, 743, 115)
story-headline-nandail: কর্তৃপক্ষের অগোচরে শিক্ষার্থীদের ফরম পূরণ শিক্ষককে শোকজ (77, 422, 269, 458)
list-item: 7. অসম্পূর্ণ বা ত্রুটিপূর্ণ আবেদন কোনো কারণ দর্শানো ব্যতিরেকে বাতিল বলে গণ্য হবে। (396, 337, 743, 343)
table-row: ৯. অফিস সহকারী-কাম-কম্পিউটার মুদ্রাক্ষরিক, টাকা ৯,৩০০-২২,৪৯০/- (গ্রেড-১৬) ৩২ বছর ০৫ (পাঁচ) (ক) কোনো স্বীকৃত বোর্ড হতে উচ্চ মাধ্যমিক সার্টিফিকেট; (খ) কম্পিউটার মুদ্রাক্ষরে প্রতি মিনিটে বাংলায় ২০ ও ইংরেজিতে ২০ শব্দের গতি। (389, 202, 743, 221)
